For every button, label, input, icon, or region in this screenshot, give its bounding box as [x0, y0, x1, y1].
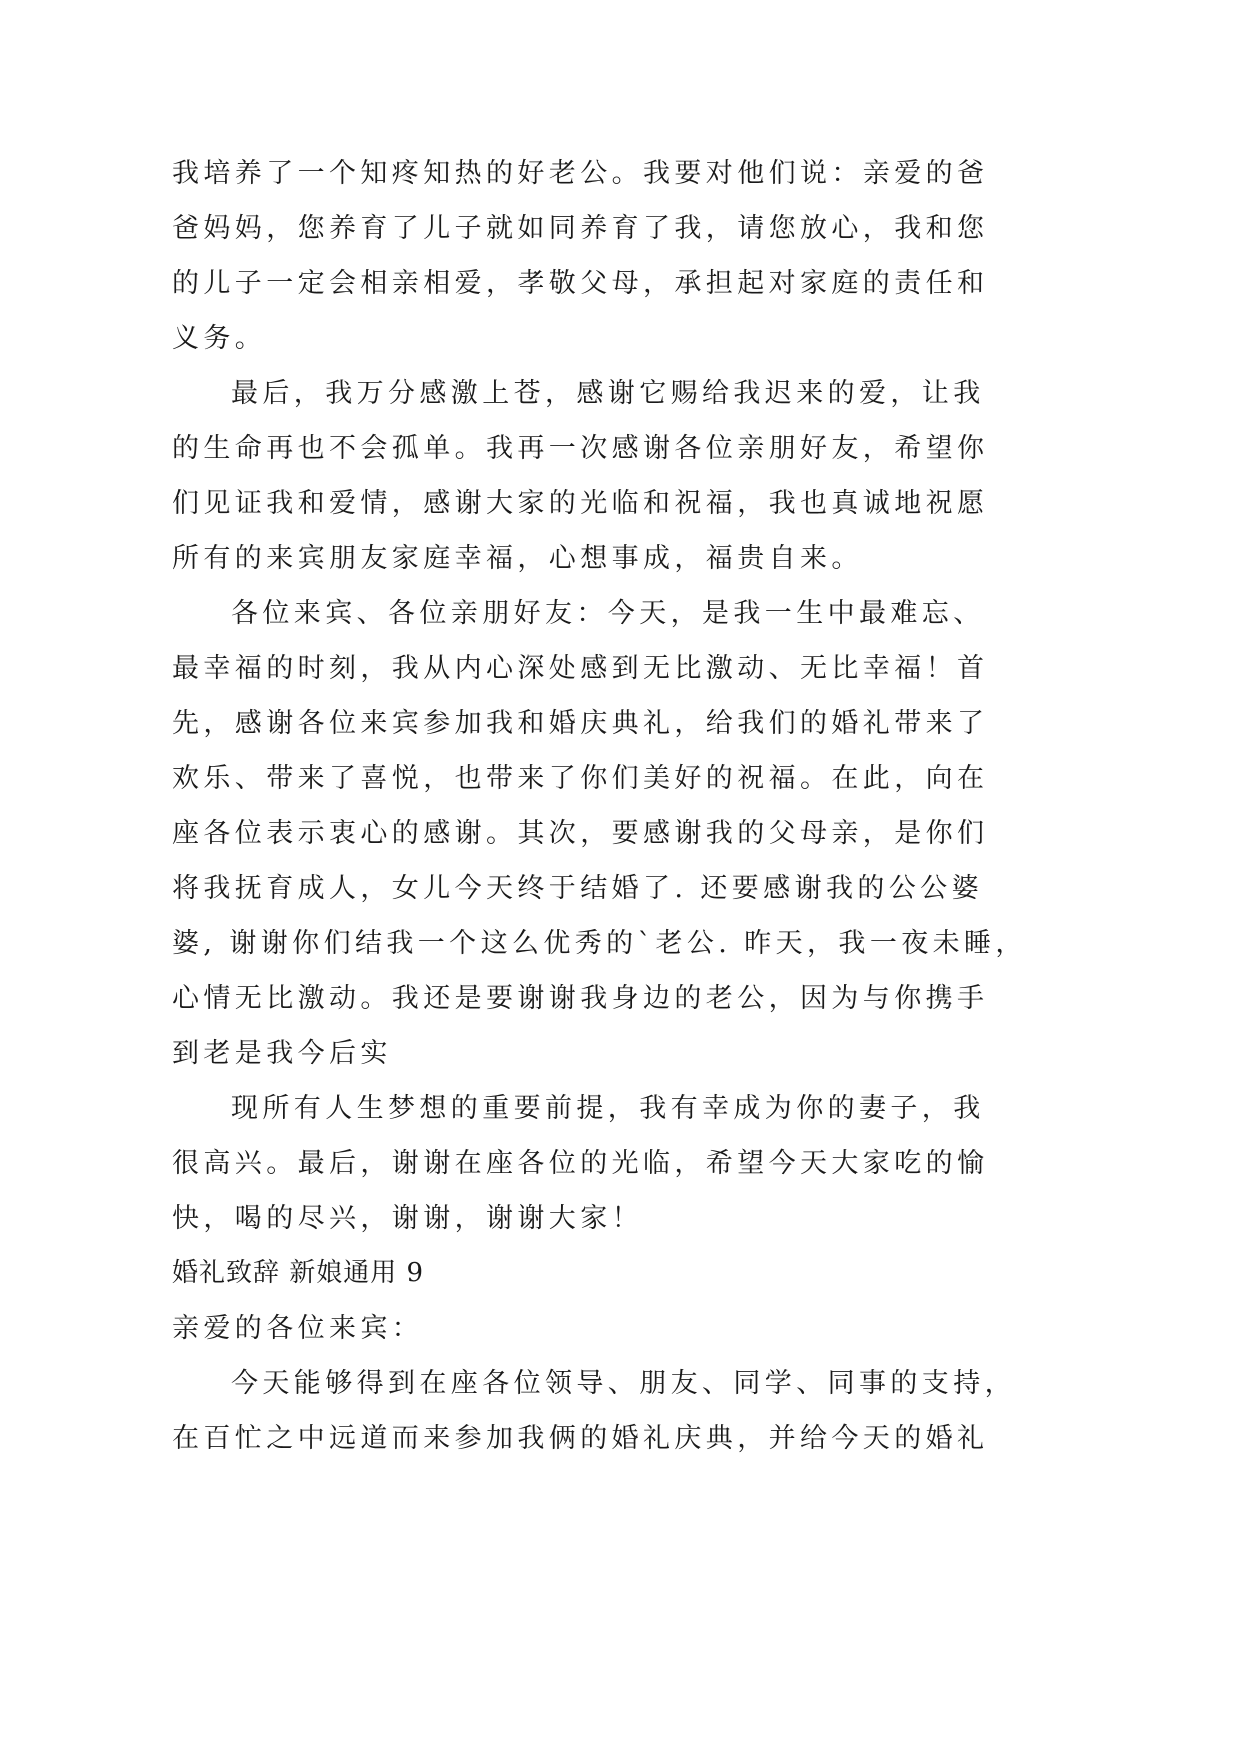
text-line: 所有的来宾朋友家庭幸福，心想事成，福贵自来。 — [172, 543, 863, 574]
paragraph-first-line: 最后，我万分感激上苍，感谢它赐给我迟来的爱，让我 — [231, 378, 985, 409]
text-line: 座各位表示衷心的感谢。其次，要感谢我的父母亲，是你们 — [172, 818, 989, 849]
text-line: 的儿子一定会相亲相爱，孝敬父母，承担起对家庭的责任和 — [172, 268, 989, 299]
text-line: 心情无比激动。我还是要谢谢我身边的老公，因为与你携手 — [172, 983, 989, 1014]
text-line: 很高兴。最后，谢谢在座各位的光临，希望今天大家吃的愉 — [172, 1148, 989, 1179]
text-line: 我培养了一个知疼知热的好老公。我要对他们说：亲爱的爸 — [172, 158, 989, 189]
text-line: 欢乐、带来了喜悦，也带来了你们美好的祝福。在此，向在 — [172, 763, 989, 794]
text-line: 在百忙之中远道而来参加我俩的婚礼庆典，并给今天的婚礼 — [172, 1423, 989, 1454]
text-line: 的生命再也不会孤单。我再一次感谢各位亲朋好友，希望你 — [172, 433, 989, 464]
document-body — [172, 146, 1027, 1466]
text-line: 婆, 谢谢你们结我一个这么优秀的`老公. 昨天，我一夜未睡， — [172, 928, 1027, 959]
paragraph-first-line: 今天能够得到在座各位领导、朋友、同学、同事的支持， — [231, 1368, 1016, 1399]
text-line: 们见证我和爱情，感谢大家的光临和祝福，我也真诚地祝愿 — [172, 488, 989, 519]
text-line: 快，喝的尽兴，谢谢，谢谢大家！ — [172, 1203, 643, 1234]
salutation: 亲爱的各位来宾： — [172, 1313, 424, 1344]
text-line: 义务。 — [172, 323, 267, 354]
section-heading: 婚礼致辞 新娘通用 9 — [172, 1258, 425, 1288]
text-line: 最幸福的时刻，我从内心深处感到无比激动、无比幸福！首 — [172, 653, 989, 684]
text-line: 将我抚育成人，女儿今天终于结婚了. 还要感谢我的公公婆 — [172, 873, 983, 904]
paragraph-first-line: 各位来宾、各位亲朋好友：今天，是我一生中最难忘、 — [231, 598, 985, 629]
text-line: 到老是我今后实 — [172, 1038, 392, 1069]
text-line: 先，感谢各位来宾参加我和婚庆典礼，给我们的婚礼带来了 — [172, 708, 989, 739]
paragraph-first-line: 现所有人生梦想的重要前提，我有幸成为你的妻子，我 — [231, 1093, 985, 1124]
text-line: 爸妈妈，您养育了儿子就如同养育了我，请您放心，我和您 — [172, 213, 989, 244]
